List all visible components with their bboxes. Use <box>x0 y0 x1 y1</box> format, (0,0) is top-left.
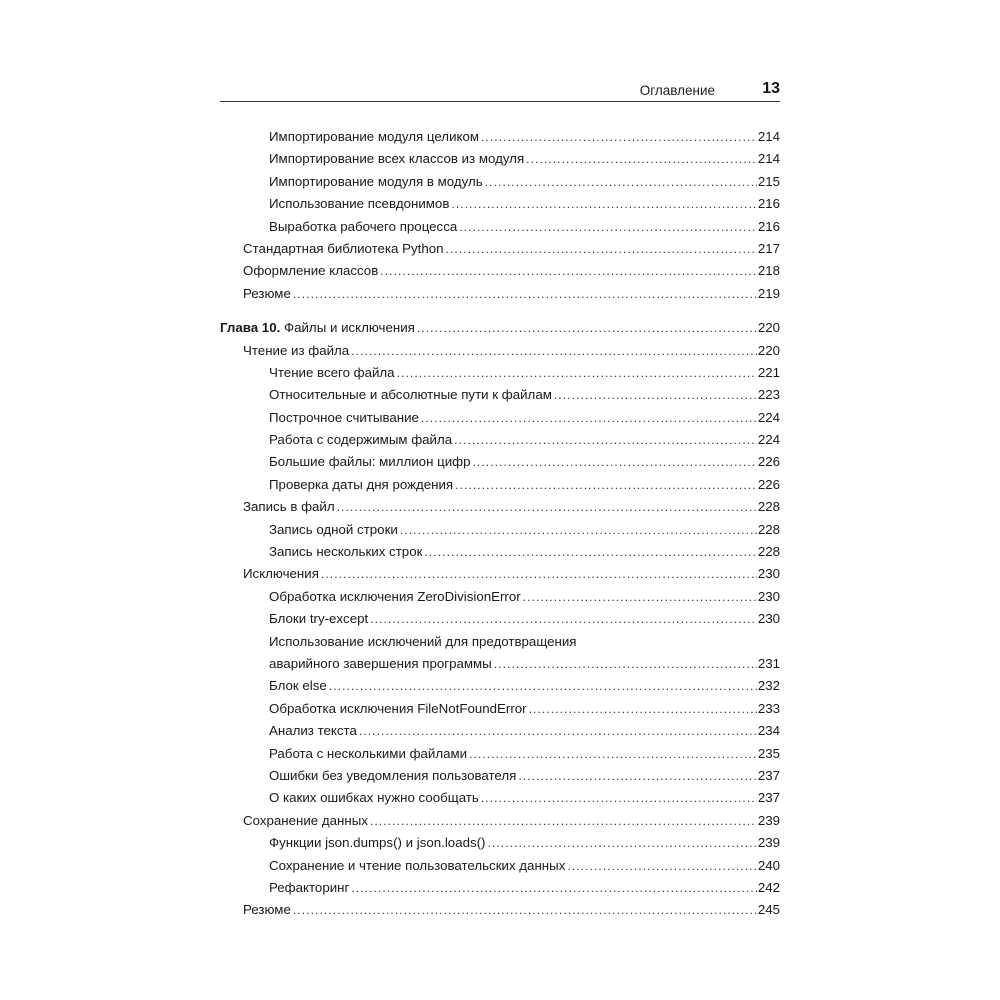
dot-leader <box>485 171 757 193</box>
toc-entry-page: 228 <box>757 521 780 537</box>
toc-entry-title: Импортирование модуля в модуль <box>269 171 485 193</box>
toc-entry-page: 230 <box>757 566 780 582</box>
toc-entry[interactable] <box>243 496 780 518</box>
toc-entry[interactable] <box>269 429 780 451</box>
dot-leader <box>481 787 757 809</box>
dot-leader <box>454 429 757 451</box>
dot-leader <box>397 362 757 384</box>
page-number: 13 <box>762 80 780 97</box>
toc-entry-page: 239 <box>757 835 780 851</box>
dot-leader <box>494 653 757 675</box>
toc-entry[interactable] <box>269 519 780 541</box>
dot-leader <box>370 810 757 832</box>
dot-leader <box>529 698 757 720</box>
dot-leader <box>421 407 757 429</box>
toc-entry[interactable] <box>243 899 780 921</box>
dot-leader <box>293 899 757 921</box>
toc-entry[interactable] <box>269 384 780 406</box>
toc-entry-title: Анализ текста <box>269 720 359 742</box>
toc-entry-title: Исключения <box>243 563 321 585</box>
table-of-contents <box>220 126 780 922</box>
dot-leader <box>567 855 756 877</box>
toc-entry[interactable] <box>269 743 780 765</box>
toc-entry-page: 245 <box>757 902 780 918</box>
toc-entry[interactable] <box>269 675 780 697</box>
toc-entry-title: Построчное считывание <box>269 407 421 429</box>
toc-entry-title: Относительные и абсолютные пути к файлам <box>269 384 554 406</box>
toc-entry-page: 214 <box>757 128 780 144</box>
toc-entry[interactable] <box>269 832 780 854</box>
toc-entry-title: Стандартная библиотека Python <box>243 238 446 260</box>
toc-entry-page: 224 <box>757 409 780 425</box>
toc-entry-title: Блок else <box>269 675 329 697</box>
dot-leader <box>370 608 757 630</box>
toc-entry-title: Запись одной строки <box>269 519 400 541</box>
toc-entry[interactable] <box>269 608 780 630</box>
toc-entry-page: 216 <box>757 196 780 212</box>
toc-entry[interactable] <box>269 171 780 193</box>
toc-entry-title: Выработка рабочего процесса <box>269 216 459 238</box>
dot-leader <box>451 193 756 215</box>
toc-entry-title: Сохранение и чтение пользовательских данных <box>269 855 567 877</box>
toc-entry-title: Резюме <box>243 899 293 921</box>
toc-entry-page: 217 <box>757 240 780 256</box>
dot-leader <box>459 216 757 238</box>
toc-entry[interactable] <box>269 787 780 809</box>
dot-leader <box>518 765 756 787</box>
toc-entry-title: Проверка даты дня рождения <box>269 474 455 496</box>
toc-entry[interactable] <box>269 877 780 899</box>
dot-leader <box>473 451 757 473</box>
dot-leader <box>337 496 757 518</box>
toc-entry[interactable] <box>243 563 780 585</box>
toc-entry[interactable] <box>269 541 780 563</box>
toc-chapter-title <box>220 317 417 339</box>
toc-entry-title: Чтение из файла <box>243 340 351 362</box>
toc-entry-title: Функции json.dumps() и json.loads() <box>269 832 487 854</box>
toc-entry-title-line1: Использование исключений для предотвращения <box>269 633 577 649</box>
toc-entry[interactable] <box>269 362 780 384</box>
toc-entry-title: Обработка исключения ZeroDivisionError <box>269 586 523 608</box>
toc-entry[interactable] <box>269 474 780 496</box>
dot-leader <box>554 384 757 406</box>
toc-entry-page: 230 <box>757 611 780 627</box>
toc-entry-title: Ошибки без уведомления пользователя <box>269 765 518 787</box>
toc-entry-page: 230 <box>757 588 780 604</box>
toc-entry-title: Резюме <box>243 283 293 305</box>
toc-entry-page: 237 <box>757 790 780 806</box>
toc-entry-page: 220 <box>757 342 780 358</box>
toc-entry-page: 228 <box>757 499 780 515</box>
toc-entry[interactable] <box>269 193 780 215</box>
toc-entry-page: 228 <box>757 544 780 560</box>
toc-entry[interactable] <box>243 283 780 305</box>
toc-entry-title: Сохранение данных <box>243 810 370 832</box>
dot-leader <box>424 541 756 563</box>
toc-entry-page: 219 <box>757 285 780 301</box>
toc-entry-title: Импортирование модуля целиком <box>269 126 481 148</box>
toc-entry-title: Работа с содержимым файла <box>269 429 454 451</box>
toc-entry-page: 216 <box>757 218 780 234</box>
dot-leader <box>351 340 757 362</box>
toc-entry-page: 232 <box>757 678 780 694</box>
dot-leader <box>293 283 757 305</box>
toc-entry-page: 226 <box>757 476 780 492</box>
dot-leader <box>400 519 757 541</box>
toc-entry[interactable] <box>243 340 780 362</box>
toc-entry-title: Обработка исключения FileNotFoundError <box>269 698 529 720</box>
toc-entry-title: О каких ошибках нужно сообщать <box>269 787 481 809</box>
toc-entry-page: 237 <box>757 767 780 783</box>
toc-entry[interactable] <box>269 216 780 238</box>
dot-leader <box>359 720 757 742</box>
toc-entry-page: 242 <box>757 879 780 895</box>
chapter-name: Файлы и исключения <box>284 320 415 336</box>
toc-entry[interactable] <box>243 810 780 832</box>
toc-entry[interactable] <box>269 451 780 473</box>
dot-leader <box>481 126 757 148</box>
toc-entry-page: 240 <box>757 857 780 873</box>
toc-entry-title: Рефакторинг <box>269 877 351 899</box>
toc-entry-title: Использование псевдонимов <box>269 193 451 215</box>
dot-leader <box>329 675 757 697</box>
running-header <box>220 80 780 102</box>
toc-entry-page: 218 <box>757 263 780 279</box>
toc-entry-page: 226 <box>757 454 780 470</box>
running-header-title: Оглавление <box>639 83 715 98</box>
toc-entry-title: аварийного завершения программы <box>269 653 494 675</box>
toc-entry-page: 214 <box>757 151 780 167</box>
toc-entry-page: 224 <box>757 432 780 448</box>
dot-leader <box>417 317 757 339</box>
toc-entry[interactable] <box>269 126 780 148</box>
toc-entry[interactable] <box>269 855 780 877</box>
dot-leader <box>523 586 757 608</box>
toc-entry-page: 239 <box>757 812 780 828</box>
toc-entry-page: 221 <box>757 364 780 380</box>
toc-entry[interactable] <box>269 148 780 170</box>
dot-leader <box>351 877 756 899</box>
toc-entry-title: Блоки try-except <box>269 608 370 630</box>
toc-entry-title: Чтение всего файла <box>269 362 397 384</box>
dot-leader <box>321 563 757 585</box>
toc-entry-page: 215 <box>757 173 780 189</box>
chapter-label: Глава 10. <box>220 320 281 336</box>
toc-entry-page: 233 <box>757 700 780 716</box>
toc-entry[interactable] <box>269 720 780 742</box>
toc-entry[interactable] <box>269 698 780 720</box>
dot-leader <box>469 743 757 765</box>
toc-entry-title: Запись нескольких строк <box>269 541 424 563</box>
header-rule <box>220 101 780 102</box>
toc-entry[interactable] <box>243 238 780 260</box>
toc-entry-title: Импортирование всех классов из модуля <box>269 148 526 170</box>
toc-entry[interactable] <box>269 631 780 676</box>
dot-leader <box>487 832 756 854</box>
toc-entry-page: 234 <box>757 723 780 739</box>
toc-entry-page: 235 <box>757 745 780 761</box>
toc-chapter-entry[interactable] <box>220 317 780 339</box>
toc-entry[interactable] <box>269 407 780 429</box>
toc-entry[interactable] <box>243 260 780 282</box>
dot-leader <box>446 238 757 260</box>
toc-entry-title: Запись в файл <box>243 496 337 518</box>
toc-entry-title: Работа с несколькими файлами <box>269 743 469 765</box>
toc-entry-title: Большие файлы: миллион цифр <box>269 451 473 473</box>
dot-leader <box>526 148 757 170</box>
dot-leader <box>455 474 757 496</box>
toc-entry[interactable] <box>269 765 780 787</box>
toc-entry-title: Оформление классов <box>243 260 380 282</box>
toc-entry-page: 220 <box>757 320 780 336</box>
dot-leader <box>380 260 757 282</box>
toc-entry-page: 231 <box>757 655 780 671</box>
toc-entry[interactable] <box>269 586 780 608</box>
toc-entry-page: 223 <box>757 387 780 403</box>
